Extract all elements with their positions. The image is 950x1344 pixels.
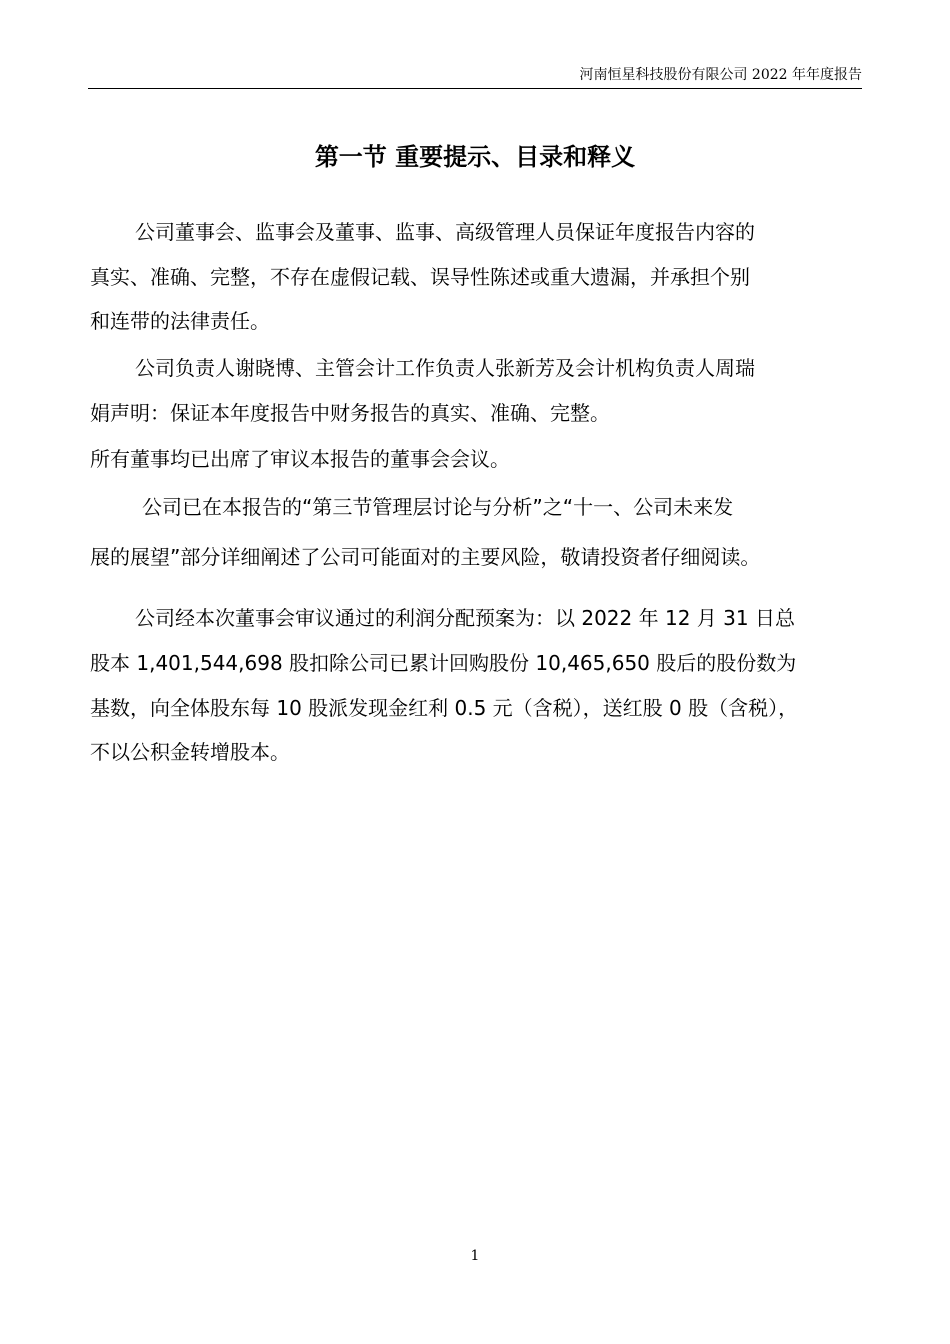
paragraph-responsibility-line-3: 和连带的法律责任。 bbox=[90, 309, 270, 333]
running-header: 河南恒星科技股份有限公司 2022 年年度报告 bbox=[579, 67, 862, 83]
paragraph-responsibility-line-2: 真实、准确、完整，不存在虚假记载、误导性陈述或重大遗漏，并承担个别 bbox=[90, 265, 750, 289]
paragraph-statement-line-1: 公司负责人谢晓博、主管会计工作负责人张新芳及会计机构负责人周瑞 bbox=[135, 356, 755, 380]
paragraph-dividend-line-4: 不以公积金转增股本。 bbox=[90, 740, 290, 764]
paragraph-dividend-line-2: 股本 1,401,544,698 股扣除公司已累计回购股份 10,465,650 股后的股份数为 bbox=[90, 651, 797, 675]
paragraph-statement-line-2: 娟声明：保证本年度报告中财务报告的真实、准确、完整。 bbox=[90, 401, 610, 425]
page-number: 1 bbox=[470, 1248, 480, 1264]
paragraph-attendance-line-1: 所有董事均已出席了审议本报告的董事会会议。 bbox=[90, 447, 510, 471]
paragraph-responsibility-line-1: 公司董事会、监事会及董事、监事、高级管理人员保证年度报告内容的 bbox=[135, 220, 755, 244]
paragraph-dividend-line-3: 基数，向全体股东每 10 股派发现金红利 0.5 元（含税），送红股 0 股（含税）， bbox=[90, 696, 799, 720]
section-title: 第一节 重要提示、目录和释义 bbox=[314, 143, 636, 171]
paragraph-risk-line-1: 公司已在本报告的“第三节管理层讨论与分析”之“十一、公司未来发 bbox=[142, 495, 734, 519]
paragraph-risk-line-2: 展的展望”部分详细阐述了公司可能面对的主要风险，敬请投资者仔细阅读。 bbox=[90, 545, 761, 569]
header-rule bbox=[88, 88, 862, 89]
paragraph-dividend-line-1: 公司经本次董事会审议通过的利润分配预案为：以 2022 年 12 月 31 日总 bbox=[135, 606, 795, 630]
